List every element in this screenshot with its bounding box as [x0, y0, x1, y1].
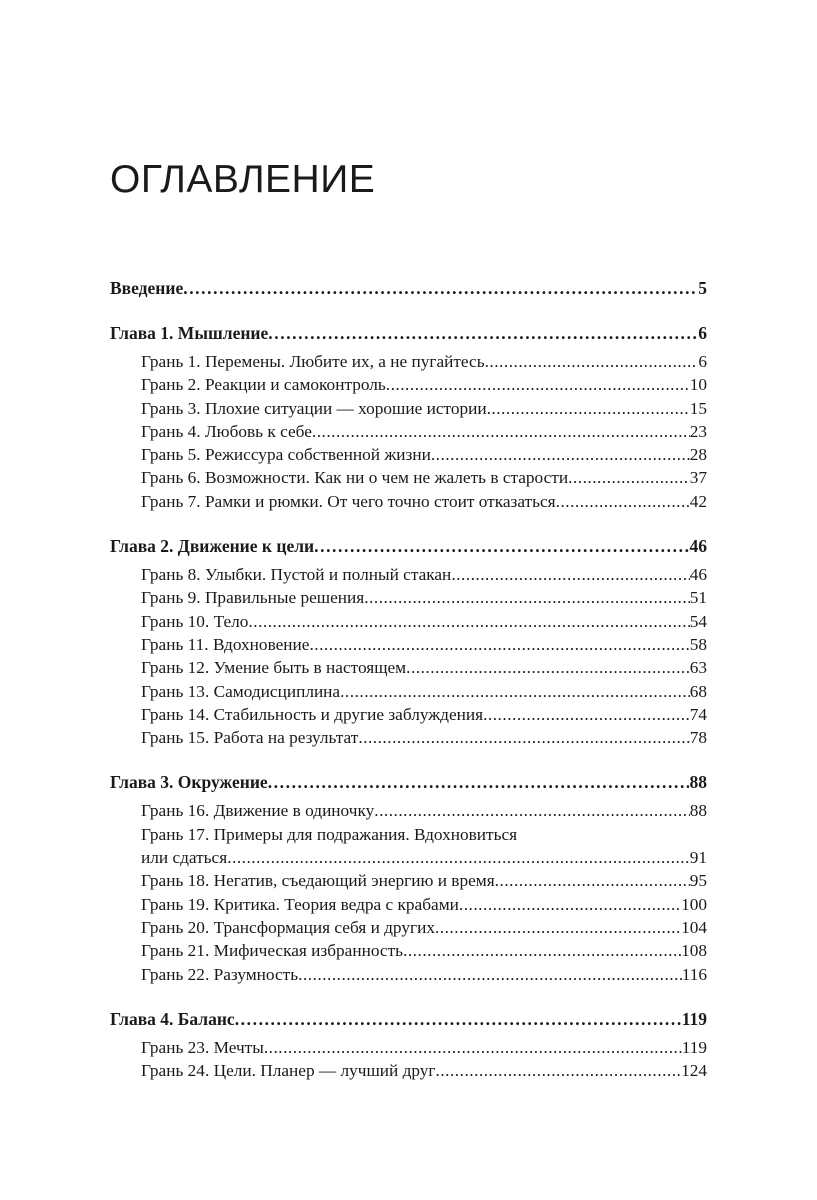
toc-dot-leader: [435, 916, 681, 939]
toc-entry-title: Грань 7. Рамки и рюмки. От чего точно стоит отказаться: [141, 491, 556, 511]
toc-entry-title: Грань 16. Движение в одиночку: [141, 801, 375, 821]
toc-section-entry: [110, 563, 707, 586]
toc-page-number: 119: [681, 1037, 707, 1057]
toc-entry-title: Грань 1. Перемены. Любите их, а не пугайтесь: [141, 352, 485, 371]
toc-entry-title: Глава 1. Мышление: [110, 323, 269, 343]
toc-section-entry: [110, 633, 707, 656]
toc-dot-leader: [314, 534, 688, 558]
toc-chapter-entry: [110, 534, 707, 558]
toc-page-number: 95: [689, 871, 707, 891]
toc-dot-leader: [459, 893, 681, 916]
toc-page-number: 119: [681, 1008, 707, 1029]
toc-page-number: 78: [689, 728, 707, 748]
toc-page-number: 104: [681, 917, 707, 937]
toc-page-number: 46: [689, 565, 707, 585]
toc-dot-leader: [374, 799, 689, 822]
toc-dot-leader: [451, 563, 689, 586]
toc-entry-title: Грань 8. Улыбки. Пустой и полный стакан: [141, 565, 452, 585]
toc-dot-leader: [264, 1036, 682, 1059]
toc-dot-leader: [248, 610, 689, 633]
toc-entry-title: Грань 21. Мифическая избранность: [141, 941, 404, 961]
toc-chapter-entry: [110, 276, 707, 300]
toc-dot-leader: [556, 490, 690, 513]
toc-dot-leader: [483, 703, 690, 726]
toc-page-number: 88: [689, 772, 707, 793]
toc-entry-title: Глава 2. Движение к цели: [110, 536, 315, 557]
toc-dot-leader: [268, 770, 689, 794]
toc-section-entry: [110, 656, 707, 679]
toc-dot-leader: [340, 680, 690, 703]
toc-entry-title: Грань 24. Цели. Планер — лучший друг: [141, 1061, 436, 1081]
toc-chapter-entry: [110, 770, 707, 794]
toc-dot-leader: [431, 443, 690, 466]
toc-page-number: 63: [689, 658, 707, 678]
toc-section-entry: [110, 893, 707, 916]
toc-entry-title: Грань 10. Тело: [141, 611, 249, 631]
toc-dot-leader: [183, 276, 697, 300]
toc-page-number: 23: [689, 421, 707, 441]
toc-dot-leader: [436, 1059, 682, 1082]
toc-chapter-entry: [110, 1007, 707, 1031]
toc-dot-leader: [235, 1007, 681, 1031]
toc-page-number: 58: [689, 634, 707, 654]
toc-dot-leader: [309, 633, 689, 656]
toc-section-entry: [110, 916, 707, 939]
toc-page-number: 28: [689, 445, 707, 465]
toc-section-entry: [110, 1036, 707, 1059]
toc-page-number: 6: [698, 323, 707, 343]
toc-entry-title: Грань 4. Любовь к себе: [141, 421, 312, 441]
toc-dot-leader: [406, 656, 690, 679]
toc-dot-leader: [568, 466, 690, 489]
toc-page-number: 42: [689, 491, 707, 511]
toc-entry-title: Грань 6. Возможности. Как ни о чем не жалеть в старости: [141, 468, 569, 488]
toc-dot-leader: [227, 846, 690, 869]
toc-page-number: 100: [681, 894, 707, 914]
toc-section-entry: [110, 703, 707, 726]
toc-section-entry: [110, 373, 707, 396]
toc-section-entry: [110, 869, 707, 892]
toc-page-number: 46: [689, 536, 707, 557]
toc-page-number: 108: [681, 941, 707, 961]
toc-entry-title: Грань 17. Примеры для подражания. Вдохновиться: [141, 824, 518, 844]
toc-page-number: 6: [698, 352, 707, 371]
toc-entry-title: Грань 11. Вдохновение: [141, 634, 310, 654]
toc-dot-leader: [485, 350, 699, 373]
toc-page-number: 54: [689, 611, 707, 631]
toc-entry-title: или сдаться: [141, 848, 228, 868]
toc-section-entry: [110, 726, 707, 749]
toc-chapter-entry: [110, 321, 707, 345]
toc-entry-title: Грань 13. Самодисциплина: [141, 681, 341, 701]
toc-section-entry: [110, 466, 707, 489]
toc-dot-leader: [386, 373, 690, 396]
toc-dot-leader: [358, 726, 689, 749]
toc-page-number: 51: [689, 588, 707, 608]
toc-dot-leader: [364, 586, 689, 609]
toc-section-entry: [110, 350, 707, 373]
toc-entry-title: Грань 15. Работа на результат: [141, 728, 359, 748]
toc-section-entry: [110, 1059, 707, 1082]
toc-page-number: 116: [681, 964, 707, 984]
toc-entry-title: Глава 4. Баланс: [110, 1008, 235, 1029]
toc-section-entry: [110, 586, 707, 609]
page-title: ОГЛАВЛЕНИЕ: [110, 158, 376, 201]
toc-section-entry: [110, 490, 707, 513]
toc-page-number: 74: [689, 704, 707, 724]
toc-section-entry: [110, 939, 707, 962]
toc-entry-title: Грань 9. Правильные решения: [141, 588, 365, 608]
toc-section-entry: [110, 610, 707, 633]
toc-entry-title: Грань 2. Реакции и самоконтроль: [141, 375, 386, 395]
toc-entry-title: Грань 12. Умение быть в настоящем: [141, 658, 407, 678]
toc-entry-title: Грань 3. Плохие ситуации — хорошие истории: [141, 398, 487, 418]
table-of-contents: [110, 276, 707, 1082]
toc-page-number: 15: [689, 398, 707, 418]
toc-dot-leader: [312, 420, 690, 443]
toc-entry-title: Введение: [110, 278, 184, 298]
toc-section-entry: [110, 680, 707, 703]
toc-entry-title: Грань 22. Разумность: [141, 964, 299, 984]
toc-dot-leader: [487, 397, 690, 420]
toc-entry-title: Грань 14. Стабильность и другие заблуждения: [141, 704, 484, 724]
toc-page-number: 68: [689, 681, 707, 701]
toc-section-entry: [110, 443, 707, 466]
toc-section-entry: [110, 397, 707, 420]
toc-entry-title: Грань 19. Критика. Теория ведра с крабами: [141, 894, 459, 914]
toc-entry-title: Грань 18. Негатив, съедающий энергию и время: [141, 871, 495, 891]
toc-page-number: 124: [681, 1061, 707, 1081]
toc-entry-title: Грань 23. Мечты: [141, 1037, 264, 1057]
toc-dot-leader: [298, 963, 682, 986]
toc-section-entry: [110, 799, 707, 822]
toc-dot-leader: [495, 869, 690, 892]
toc-dot-leader: [268, 321, 697, 345]
toc-page-number: 10: [689, 375, 707, 395]
toc-entry-title: Грань 20. Трансформация себя и других: [141, 917, 435, 937]
toc-section-entry: [110, 846, 707, 869]
toc-dot-leader: [403, 939, 681, 962]
toc-section-entry: [110, 963, 707, 986]
toc-section-entry: [110, 420, 707, 443]
toc-page-number: 5: [698, 278, 707, 298]
toc-entry-title: Грань 5. Режиссура собственной жизни: [141, 445, 431, 465]
toc-page-number: 37: [689, 468, 707, 488]
toc-section-entry: [110, 823, 707, 846]
toc-entry-title: Глава 3. Окружение: [110, 772, 268, 793]
toc-page-number: 88: [689, 801, 707, 821]
toc-page-number: 91: [689, 848, 707, 868]
